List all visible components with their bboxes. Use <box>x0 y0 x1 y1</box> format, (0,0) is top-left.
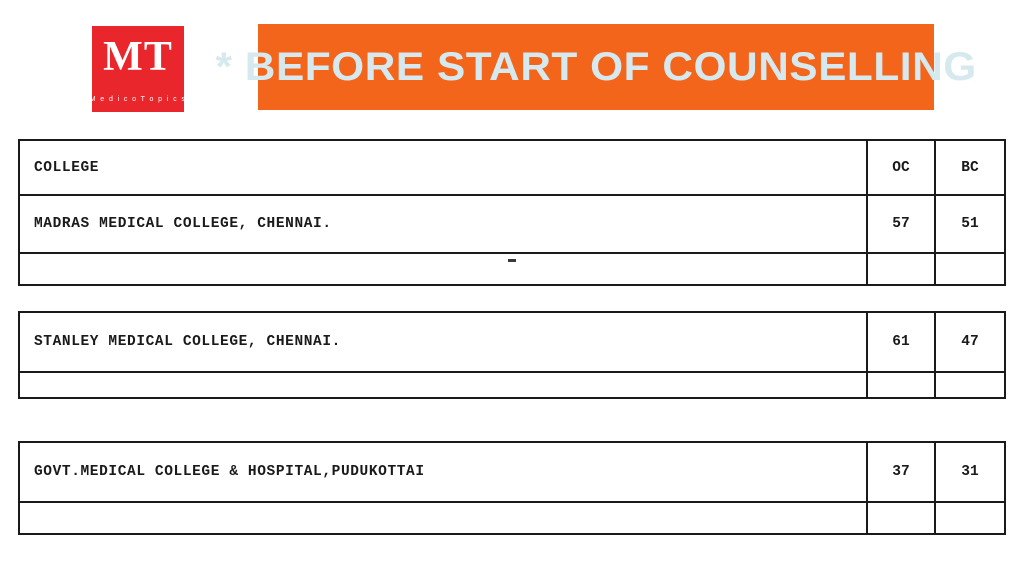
cell-oc-empty <box>868 503 936 533</box>
logo-wordmark: M e d i c o T o p i c s <box>89 96 187 103</box>
cell-college-empty <box>20 373 868 397</box>
cell-bc: 47 <box>961 334 979 350</box>
cell-college: STANLEY MEDICAL COLLEGE, CHENNAI. <box>20 313 868 371</box>
table-spacer-row <box>20 252 1004 284</box>
cell-oc-empty <box>868 373 936 397</box>
table-row <box>20 443 1004 501</box>
cell-oc: 37 <box>868 443 936 501</box>
cell-bc-empty <box>936 373 1004 397</box>
page-header <box>0 0 1024 130</box>
cell-oc: 61 <box>868 313 936 371</box>
cell-bc-empty <box>936 254 1004 284</box>
table-row <box>20 313 1004 371</box>
table-row <box>20 194 1004 252</box>
cell-college: GOVT.MEDICAL COLLEGE & HOSPITAL,PUDUKOTTAI <box>20 443 868 501</box>
column-header-college: COLLEGE <box>20 141 868 194</box>
cell-college-empty <box>20 254 868 284</box>
table-block-2 <box>18 311 1006 399</box>
logo-monogram: MT <box>103 34 173 80</box>
table-block-3 <box>18 441 1006 535</box>
cell-oc: 57 <box>868 196 936 252</box>
cell-college: MADRAS MEDICAL COLLEGE, CHENNAI. <box>20 196 868 252</box>
cell-bc-empty <box>936 503 1004 533</box>
table-header-row <box>20 141 1004 194</box>
table-spacer-row <box>20 371 1004 397</box>
column-header-bc: BC <box>961 159 979 176</box>
cell-college-empty <box>20 503 868 533</box>
banner <box>215 24 977 110</box>
table-block-1 <box>18 139 1006 286</box>
cell-oc-empty <box>868 254 936 284</box>
table-spacer-row <box>20 501 1004 533</box>
banner-title: * BEFORE START OF COUNSELLING <box>215 44 977 89</box>
cell-bc: 51 <box>961 216 979 232</box>
logo <box>89 26 187 112</box>
cell-bc: 31 <box>961 464 979 480</box>
stray-mark <box>508 259 516 262</box>
column-header-oc: OC <box>868 141 936 194</box>
